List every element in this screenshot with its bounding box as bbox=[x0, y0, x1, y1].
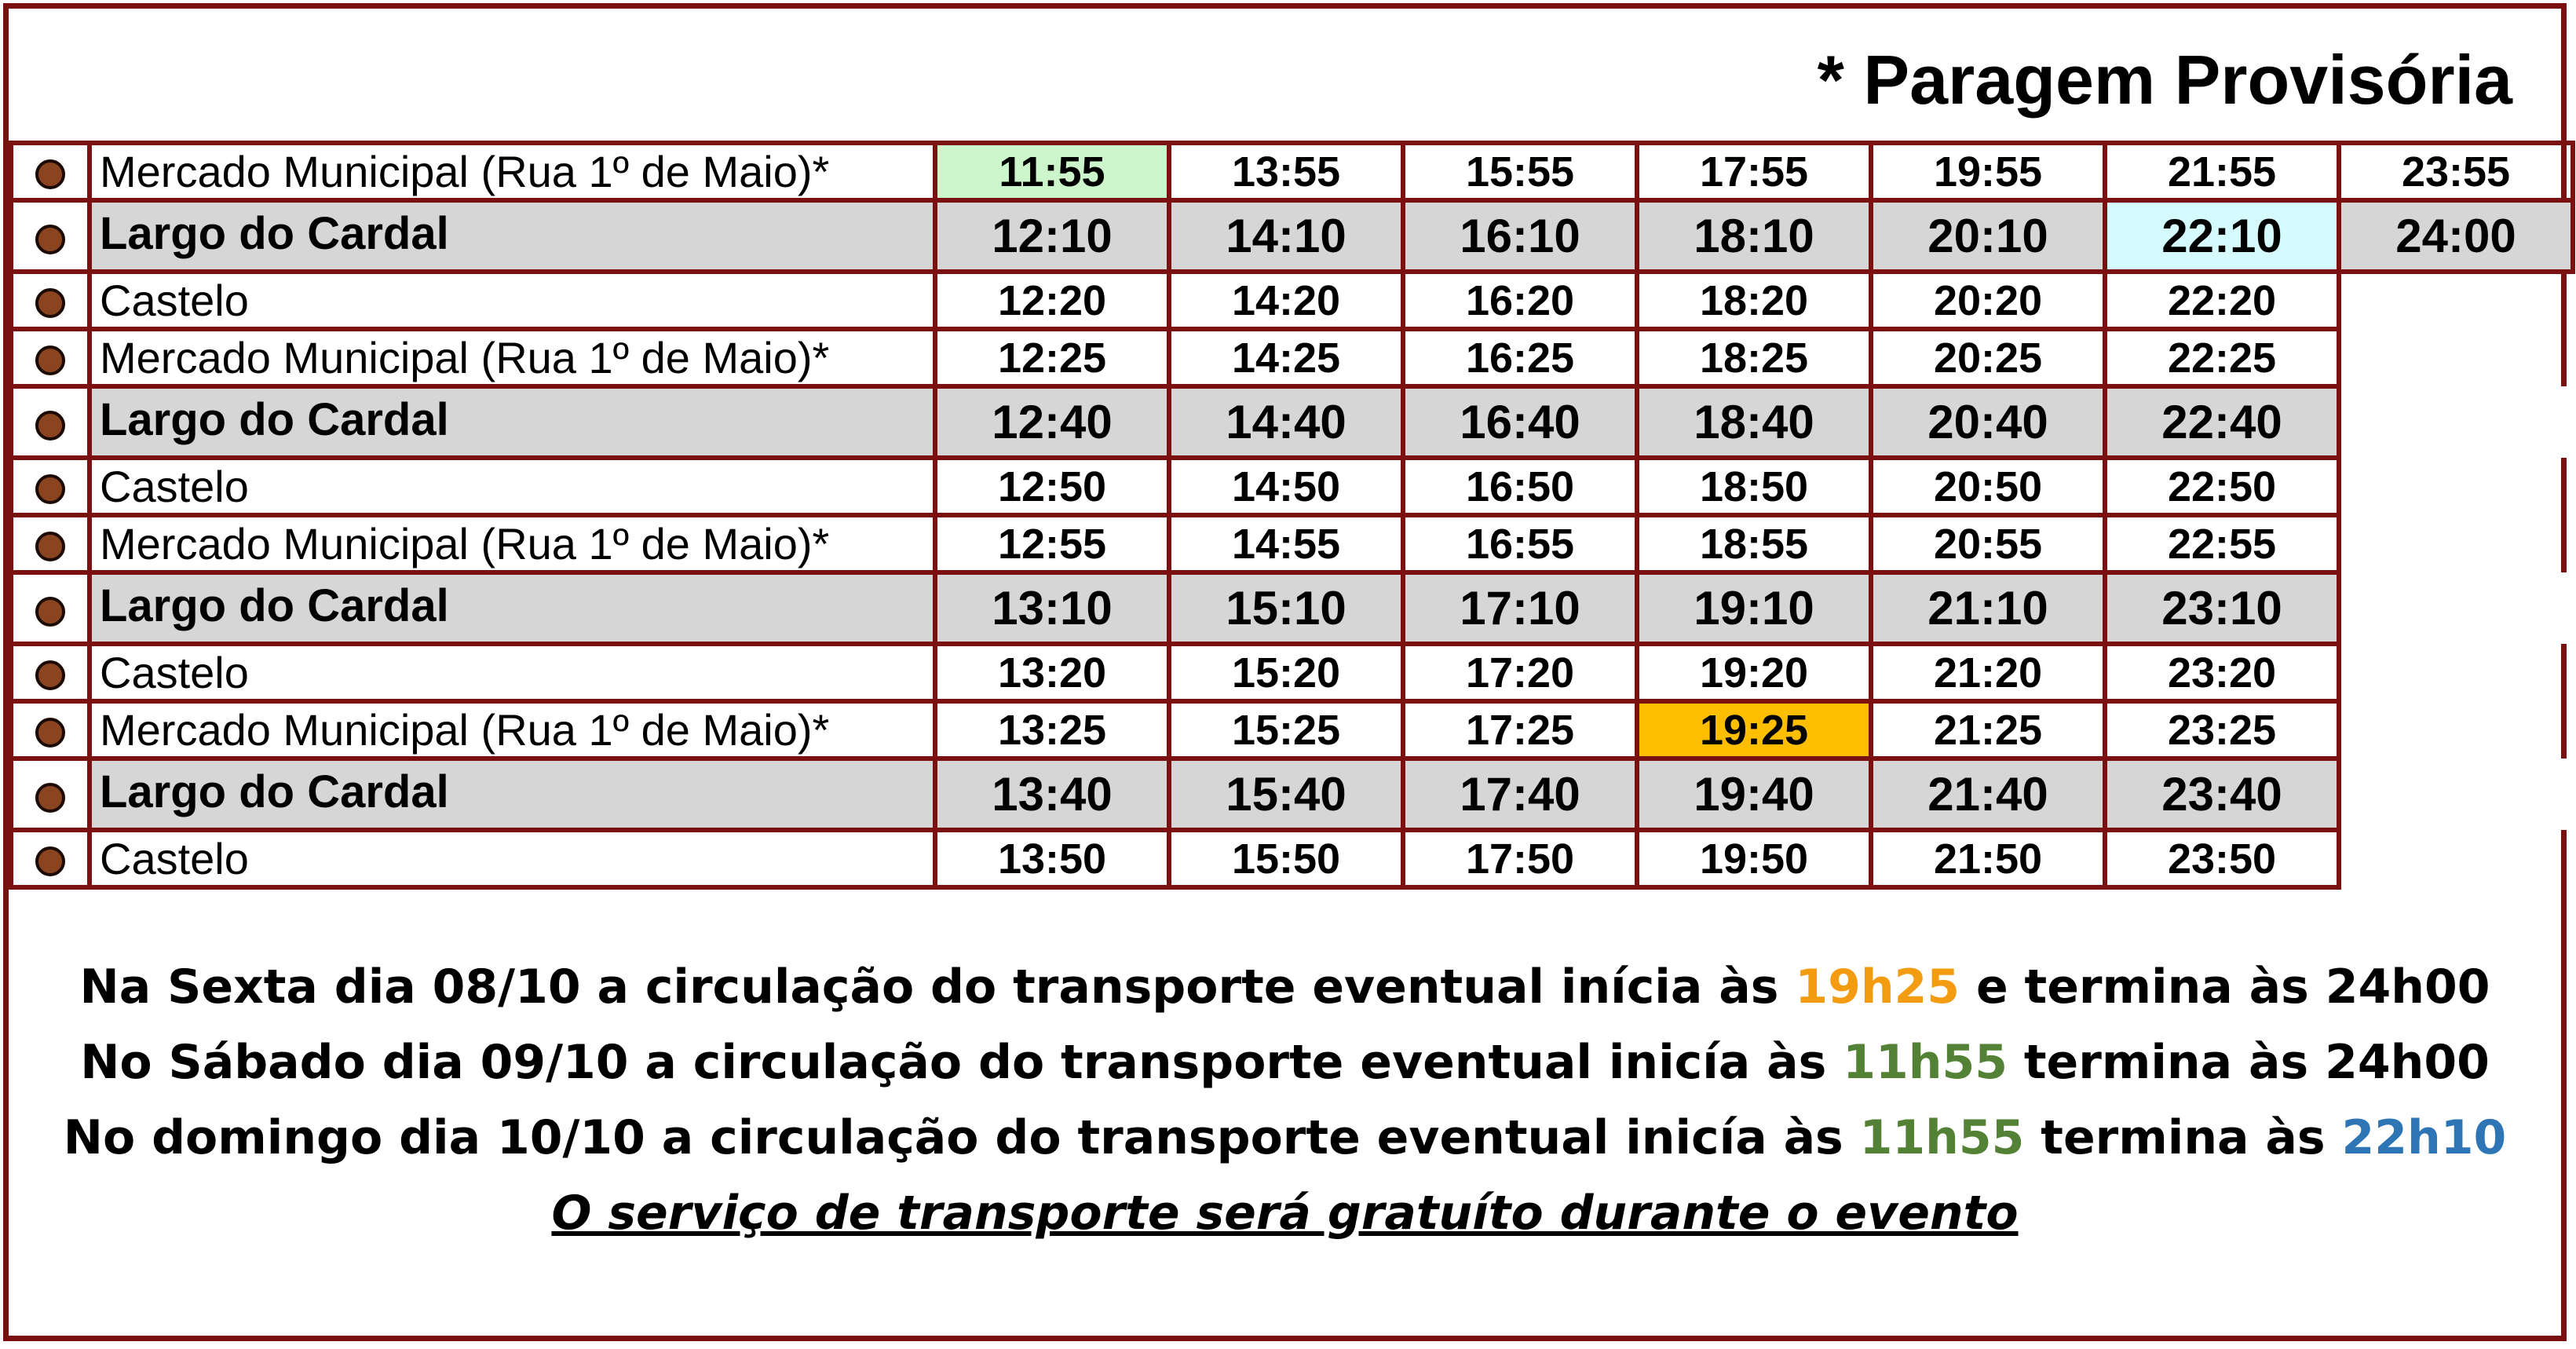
departure-time: 22:25 bbox=[2105, 329, 2339, 386]
departure-time: 17:55 bbox=[1637, 143, 1871, 200]
departure-time: 14:55 bbox=[1169, 515, 1403, 572]
stop-marker-cell bbox=[11, 759, 90, 830]
sunday-note bbox=[9, 1100, 2561, 1175]
friday-note-text: Na Sexta dia 08/10 a circulação do transporte eventual inícia às bbox=[79, 960, 1796, 1014]
departure-time: 23:20 bbox=[2105, 644, 2339, 701]
departure-time: 12:55 bbox=[935, 515, 1169, 572]
departure-time: 19:55 bbox=[1871, 143, 2105, 200]
stop-dot-icon bbox=[35, 345, 65, 375]
stop-marker-cell bbox=[11, 572, 90, 644]
saturday-note bbox=[9, 1025, 2561, 1100]
departure-time: 23:55 bbox=[2339, 143, 2573, 200]
stop-marker-cell bbox=[11, 458, 90, 515]
empty-cell bbox=[2339, 515, 2573, 572]
departure-time: 21:50 bbox=[1871, 830, 2105, 887]
sunday-note-text: No domingo dia 10/10 a circulação do transporte eventual inicía às bbox=[63, 1110, 1860, 1165]
departure-time: 16:20 bbox=[1403, 272, 1637, 329]
stop-dot-icon bbox=[35, 846, 65, 876]
departure-time: 13:55 bbox=[1169, 143, 1403, 200]
departure-time: 15:10 bbox=[1169, 572, 1403, 644]
departure-time: 21:20 bbox=[1871, 644, 2105, 701]
stop-name: Castelo bbox=[90, 644, 935, 701]
departure-time: 19:20 bbox=[1637, 644, 1871, 701]
departure-time: 23:50 bbox=[2105, 830, 2339, 887]
empty-cell bbox=[2339, 759, 2573, 830]
table-row bbox=[11, 458, 2573, 515]
departure-time: 17:40 bbox=[1403, 759, 1637, 830]
departure-time: 16:40 bbox=[1403, 386, 1637, 458]
departure-time: 12:25 bbox=[935, 329, 1169, 386]
stop-name: Largo do Cardal bbox=[90, 759, 935, 830]
departure-time: 20:25 bbox=[1871, 329, 2105, 386]
sunday-end-time: 22h10 bbox=[2341, 1110, 2507, 1165]
departure-time: 14:25 bbox=[1169, 329, 1403, 386]
friday-start-time: 19h25 bbox=[1795, 960, 1960, 1014]
table-row bbox=[11, 759, 2573, 830]
stop-marker-cell bbox=[11, 701, 90, 759]
schedule-table bbox=[9, 141, 2575, 890]
friday-note bbox=[9, 949, 2561, 1025]
stop-name: Largo do Cardal bbox=[90, 200, 935, 272]
stop-name: Castelo bbox=[90, 458, 935, 515]
departure-time: 22:50 bbox=[2105, 458, 2339, 515]
empty-cell bbox=[2339, 272, 2573, 329]
departure-time: 20:10 bbox=[1871, 200, 2105, 272]
departure-time: 22:55 bbox=[2105, 515, 2339, 572]
departure-time: 16:55 bbox=[1403, 515, 1637, 572]
departure-time: 20:20 bbox=[1871, 272, 2105, 329]
departure-time: 15:55 bbox=[1403, 143, 1637, 200]
friday-end-text: e termina às 24h00 bbox=[1960, 960, 2490, 1014]
stop-dot-icon bbox=[35, 159, 65, 189]
departure-time: 16:10 bbox=[1403, 200, 1637, 272]
departure-time: 21:40 bbox=[1871, 759, 2105, 830]
stop-name: Mercado Municipal (Rua 1º de Maio)* bbox=[90, 329, 935, 386]
empty-cell bbox=[2339, 701, 2573, 759]
stop-marker-cell bbox=[11, 386, 90, 458]
departure-time: 22:20 bbox=[2105, 272, 2339, 329]
stop-name: Castelo bbox=[90, 272, 935, 329]
stop-marker-cell bbox=[11, 515, 90, 572]
departure-time: 18:55 bbox=[1637, 515, 1871, 572]
departure-time: 23:10 bbox=[2105, 572, 2339, 644]
departure-time: 17:10 bbox=[1403, 572, 1637, 644]
stop-marker-cell bbox=[11, 644, 90, 701]
stop-dot-icon bbox=[35, 783, 65, 813]
departure-time: 16:25 bbox=[1403, 329, 1637, 386]
departure-time: 12:10 bbox=[935, 200, 1169, 272]
departure-time: 17:25 bbox=[1403, 701, 1637, 759]
stop-dot-icon bbox=[35, 532, 65, 561]
empty-cell bbox=[2339, 830, 2573, 887]
stop-name: Mercado Municipal (Rua 1º de Maio)* bbox=[90, 143, 935, 200]
departure-time: 19:25 bbox=[1637, 701, 1871, 759]
table-row bbox=[11, 515, 2573, 572]
saturday-start-time: 11h55 bbox=[1843, 1035, 2008, 1090]
stop-marker-cell bbox=[11, 830, 90, 887]
stop-dot-icon bbox=[35, 660, 65, 690]
departure-time: 13:20 bbox=[935, 644, 1169, 701]
departure-time: 12:20 bbox=[935, 272, 1169, 329]
table-row bbox=[11, 572, 2573, 644]
stop-marker-cell bbox=[11, 272, 90, 329]
stop-name: Largo do Cardal bbox=[90, 572, 935, 644]
departure-time: 14:50 bbox=[1169, 458, 1403, 515]
stop-dot-icon bbox=[35, 288, 65, 318]
departure-time: 17:50 bbox=[1403, 830, 1637, 887]
departure-time: 20:55 bbox=[1871, 515, 2105, 572]
departure-time: 12:50 bbox=[935, 458, 1169, 515]
table-row bbox=[11, 272, 2573, 329]
empty-cell bbox=[2339, 458, 2573, 515]
table-row bbox=[11, 830, 2573, 887]
departure-time: 12:40 bbox=[935, 386, 1169, 458]
departure-time: 21:55 bbox=[2105, 143, 2339, 200]
free-service-text: O serviço de transporte será gratuíto durante o evento bbox=[551, 1186, 2019, 1241]
departure-time: 16:50 bbox=[1403, 458, 1637, 515]
departure-time: 18:25 bbox=[1637, 329, 1871, 386]
table-row bbox=[11, 143, 2573, 200]
departure-time: 22:40 bbox=[2105, 386, 2339, 458]
empty-cell bbox=[2339, 386, 2573, 458]
stop-name: Mercado Municipal (Rua 1º de Maio)* bbox=[90, 701, 935, 759]
empty-cell bbox=[2339, 572, 2573, 644]
empty-cell bbox=[2339, 329, 2573, 386]
table-row bbox=[11, 329, 2573, 386]
departure-time: 19:10 bbox=[1637, 572, 1871, 644]
departure-time: 15:25 bbox=[1169, 701, 1403, 759]
stop-dot-icon bbox=[35, 597, 65, 627]
footer-notes bbox=[9, 949, 2561, 1251]
departure-time: 23:25 bbox=[2105, 701, 2339, 759]
departure-time: 20:50 bbox=[1871, 458, 2105, 515]
sunday-start-time: 11h55 bbox=[1859, 1110, 2025, 1165]
departure-time: 18:20 bbox=[1637, 272, 1871, 329]
departure-time: 23:40 bbox=[2105, 759, 2339, 830]
departure-time: 20:40 bbox=[1871, 386, 2105, 458]
stop-dot-icon bbox=[35, 225, 65, 254]
provisional-stop-notice: * Paragem Provisória bbox=[1817, 41, 2512, 119]
departure-time: 13:50 bbox=[935, 830, 1169, 887]
table-row bbox=[11, 200, 2573, 272]
schedule-body bbox=[11, 143, 2573, 887]
stop-name: Largo do Cardal bbox=[90, 386, 935, 458]
departure-time: 14:20 bbox=[1169, 272, 1403, 329]
stop-name: Mercado Municipal (Rua 1º de Maio)* bbox=[90, 515, 935, 572]
departure-time: 13:40 bbox=[935, 759, 1169, 830]
saturday-note-text: No Sábado dia 09/10 a circulação do transporte eventual inicía às bbox=[80, 1035, 1843, 1090]
departure-time: 15:40 bbox=[1169, 759, 1403, 830]
departure-time: 11:55 bbox=[935, 143, 1169, 200]
sunday-end-text: termina às bbox=[2024, 1110, 2342, 1165]
departure-time: 18:10 bbox=[1637, 200, 1871, 272]
stop-dot-icon bbox=[35, 411, 65, 441]
departure-time: 19:50 bbox=[1637, 830, 1871, 887]
departure-time: 18:50 bbox=[1637, 458, 1871, 515]
stop-marker-cell bbox=[11, 329, 90, 386]
departure-time: 19:40 bbox=[1637, 759, 1871, 830]
empty-cell bbox=[2339, 644, 2573, 701]
departure-time: 17:20 bbox=[1403, 644, 1637, 701]
departure-time: 14:10 bbox=[1169, 200, 1403, 272]
table-row bbox=[11, 386, 2573, 458]
departure-time: 21:25 bbox=[1871, 701, 2105, 759]
table-row bbox=[11, 644, 2573, 701]
saturday-end-text: termina às 24h00 bbox=[2007, 1035, 2490, 1090]
departure-time: 24:00 bbox=[2339, 200, 2573, 272]
timetable-sheet bbox=[3, 3, 2567, 1341]
departure-time: 13:25 bbox=[935, 701, 1169, 759]
table-row bbox=[11, 701, 2573, 759]
departure-time: 14:40 bbox=[1169, 386, 1403, 458]
departure-time: 21:10 bbox=[1871, 572, 2105, 644]
departure-time: 15:50 bbox=[1169, 830, 1403, 887]
stop-marker-cell bbox=[11, 200, 90, 272]
stop-dot-icon bbox=[35, 718, 65, 748]
free-service-note bbox=[9, 1175, 2561, 1251]
departure-time: 13:10 bbox=[935, 572, 1169, 644]
stop-name: Castelo bbox=[90, 830, 935, 887]
departure-time: 15:20 bbox=[1169, 644, 1403, 701]
stop-dot-icon bbox=[35, 474, 65, 504]
departure-time: 22:10 bbox=[2105, 200, 2339, 272]
stop-marker-cell bbox=[11, 143, 90, 200]
departure-time: 18:40 bbox=[1637, 386, 1871, 458]
